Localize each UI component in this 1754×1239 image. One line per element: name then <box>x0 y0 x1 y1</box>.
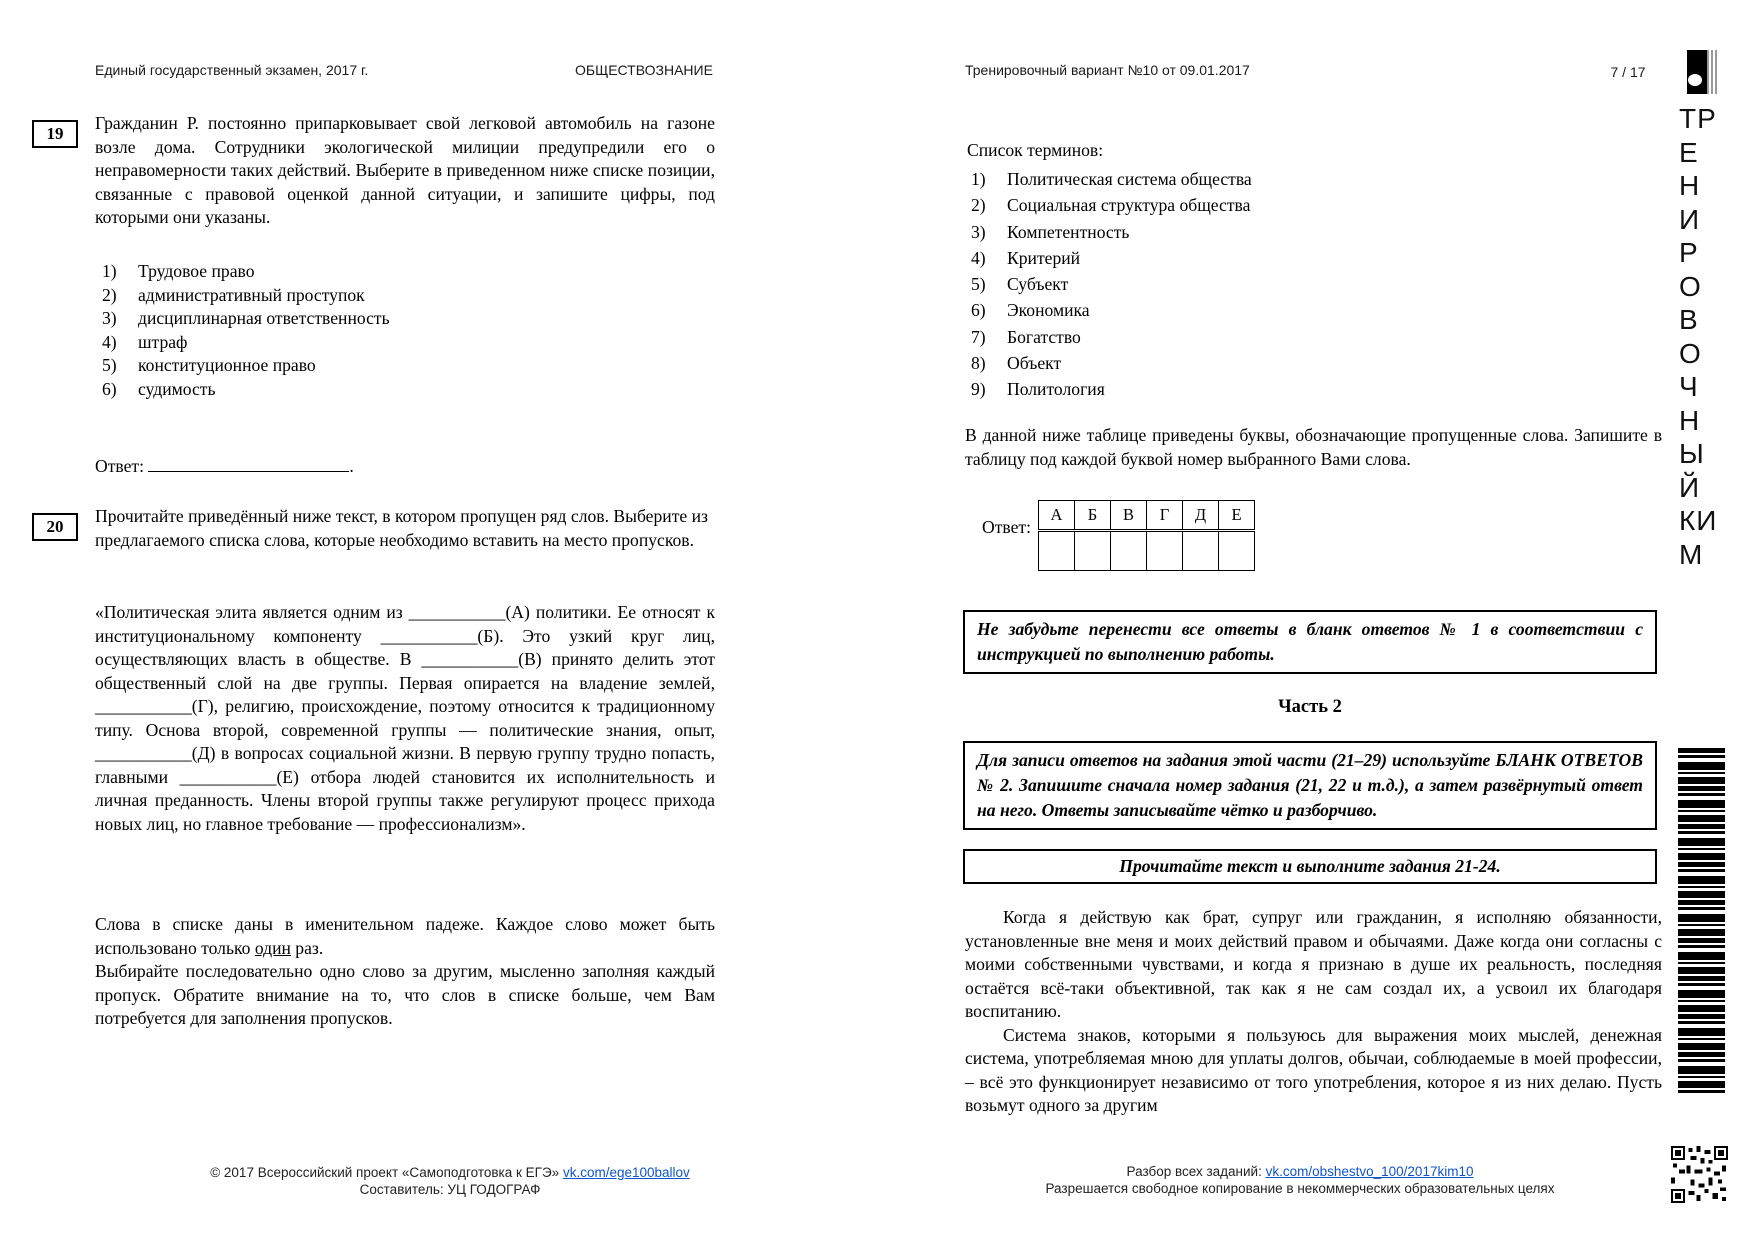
reading-paragraph-2: Система знаков, которыми я пользуюсь для выражения моих мыслей, денежная система, употребляемая мною для уплаты долгов, обычаи, соблюдаемые в моей профессии, – всё это функционирует независимо от того употребления, которое я из них делаю. Пусть возьмут одного за другим <box>965 1024 1662 1115</box>
header-cell: Г <box>1147 501 1183 531</box>
answer-table-empty-row <box>1039 531 1255 571</box>
answer-sheet-2-notice: Для записи ответов на задания этой части (21–29) используйте БЛАНК ОТВЕТОВ № 2. Запишите сначала номер задания (21, 22 и т.д.), а затем развёрнутый ответ на него. Ответы записывайте чётко и разборчиво. <box>963 741 1657 830</box>
list-item: 4) Критерий <box>971 247 1081 268</box>
list-item: 3) Компетентность <box>971 221 1130 242</box>
question-19-text: Гражданин Р. постоянно припарковывает свой легковой автомобиль на газоне возле дома. Сотрудники экологической милиции предупредили его о неправомерности таких действий. Выберите в приведенном ниже списке позиции, связанные с правовой оценкой данной ситуации, и запишите цифры, под которыми они указаны. <box>95 113 715 227</box>
kim-letter: Й <box>1679 471 1701 503</box>
answer-label: Ответ: <box>95 456 144 476</box>
read-text-notice: Прочитайте текст и выполните задания 21-24. <box>963 849 1657 884</box>
question-19-options <box>102 260 715 402</box>
question-19-number: 19 <box>32 120 78 148</box>
logo-circle <box>1688 74 1702 86</box>
question-20-note: Слова в списке даны в именительном падеже. Каждое слово может быть использовано только один раз. Выбирайте последовательно одно слово за другим, мысленно заполняя каждый пропуск. Обратите внимание на то, что слов в списке больше, чем Вам потребуется для заполнения пропусков. <box>95 913 715 1031</box>
kim-letter: О <box>1679 270 1702 302</box>
transfer-answers-notice: Не забудьте перенести все ответы в бланк ответов № 1 в соответствии с инструкцией по выполнению работы. <box>963 610 1657 674</box>
kim-letter: ТР <box>1679 103 1717 134</box>
question-20-passage: «Политическая элита является одним из ___________(А) политики. Ее относят к институциональному компоненту ___________(Б). Это узкий круг лиц, осуществляющих власть в обществе. В ___________(В) принято делить этот общественный слой на две группы. Первая опирается на владение землей, ___________(Г), религию, происхождение, поэтому относится к традиционному типу. Основа второй, современной группы — политические знания, опыт, ___________(Д) в вопросах социальной жизни. В первую группу трудно попасть, главными ___________(Е) отбора людей становится их исполнительность и личная преданность. Члены второй группы также регулируют процесс прихода новых лиц, но главное требование — профессионализм». <box>95 602 715 834</box>
footer-left-line2: Составитель: УЦ ГОДОГРАФ <box>359 1182 541 1197</box>
header-cell: Д <box>1183 501 1219 531</box>
footer-right: Разбор всех заданий: vk.com/obshestvo_100/2017kim10 Разрешается свободное копирование в некоммерческих образовательных целях <box>960 1163 1640 1197</box>
reading-text <box>965 906 1662 1118</box>
underlined-word: один <box>254 937 291 958</box>
kim-letter: Е <box>1679 136 1699 168</box>
terms-title: Список терминов: <box>967 140 1104 160</box>
logo-black-square <box>1687 50 1707 94</box>
answer-blank <box>148 455 349 472</box>
reading-paragraph-1: Когда я действую как брат, супруг или гражданин, я исполняю обязанности, установленные вне меня и моих действий правом и обычаями. Даже когда они согласны с моими собственными чувствами, и когда я признаю в душе их реальность, последняя остаётся всё-таки объективной, так как я не сам создал их, а усвоил их благодаря воспитанию. <box>965 907 1662 1021</box>
kim-letter: КИ <box>1679 505 1718 536</box>
list-item: 9) Политология <box>971 379 1105 400</box>
header-exam-title: Единый государственный экзамен, 2017 г. <box>95 62 369 78</box>
header-subject: ОБЩЕСТВОЗНАНИЕ <box>575 62 713 78</box>
empty-cell <box>1111 531 1147 571</box>
question-20-intro: Прочитайте приведённый ниже текст, в котором пропущен ряд слов. Выберите из предлагаемого списка слова, которые необходимо вставить на место пропусков. <box>95 506 708 550</box>
kim-letter: О <box>1679 337 1702 369</box>
footer-left-link[interactable]: vk.com/ege100ballov <box>562 1165 690 1180</box>
list-item: 1) Трудовое право <box>102 261 255 281</box>
list-item: 5) Субъект <box>971 274 1069 295</box>
header-cell: Б <box>1075 501 1111 531</box>
kim-letter: Н <box>1679 170 1701 201</box>
kim-letter: М <box>1679 538 1704 570</box>
kim-letter: И <box>1679 203 1701 235</box>
footer-left: © 2017 Всероссийский проект «Самоподготовка к ЕГЭ» vk.com/ege100ballov Составитель: УЦ ГОДОГРАФ <box>140 1164 760 1198</box>
footer-right-line2: Разрешается свободное копирование в некоммерческих образовательных целях <box>1045 1181 1555 1196</box>
empty-cell <box>1147 531 1183 571</box>
answer-table <box>1038 500 1255 571</box>
kim-vertical-label <box>1679 102 1717 571</box>
footer-right-link[interactable]: vk.com/obshestvo_100/2017kim10 <box>1265 1164 1474 1179</box>
list-item: 4) штраф <box>102 331 188 352</box>
empty-cell <box>1039 531 1075 571</box>
empty-cell <box>1183 531 1219 571</box>
question-19-answer-row: Ответ: . <box>95 456 354 476</box>
part-2-title: Часть 2 <box>1278 697 1342 717</box>
list-item: 1) Политическая система общества <box>971 169 1252 189</box>
header-variant: Тренировочный вариант №10 от 09.01.2017 <box>965 62 1250 78</box>
header-cell: В <box>1111 501 1147 531</box>
header-cell: А <box>1039 501 1075 531</box>
list-item: 6) судимость <box>102 378 216 399</box>
qr-code <box>1671 1146 1728 1203</box>
header-cell: Е <box>1219 501 1255 531</box>
kim-letter: Ы <box>1679 438 1705 469</box>
kim-letter: Р <box>1679 237 1699 268</box>
list-item: 8) Объект <box>971 353 1062 374</box>
question-20-number: 20 <box>32 513 78 541</box>
list-item: 3) дисциплинарная ответственность <box>102 308 390 329</box>
list-item: 6) Экономика <box>971 300 1090 321</box>
table-instruction-text: В данной ниже таблице приведены буквы, обозначающие пропущенные слова. Запишите в таблицу под каждой буквой номер выбранного Вами слова. <box>965 425 1662 469</box>
barcode <box>1678 748 1725 1093</box>
list-item: 5) конституционное право <box>102 355 316 376</box>
kim-letter: Н <box>1679 404 1701 436</box>
kim-letter: В <box>1679 304 1699 335</box>
terms-list <box>971 166 1571 403</box>
logo-stripes <box>1707 50 1717 94</box>
list-item: 7) Богатство <box>971 326 1081 347</box>
answer-table-header-row <box>1039 501 1255 531</box>
question-20-note-2: Выбирайте последовательно одно слово за другим, мысленно заполняя каждый пропуск. Обратите внимание на то, что слов в списке больше, чем Вам потребуется для заполнения пропусков. <box>95 961 715 1028</box>
list-item: 2) Социальная структура общества <box>971 195 1251 216</box>
kim-letter: Ч <box>1679 371 1699 402</box>
empty-cell <box>1219 531 1255 571</box>
answer-label: Ответ: <box>982 517 1031 537</box>
ege100ballov-logo-icon <box>1687 50 1717 94</box>
empty-cell <box>1075 531 1111 571</box>
header-page-number: 7 / 17 <box>1610 64 1646 80</box>
list-item: 2) административный проступок <box>102 284 365 305</box>
